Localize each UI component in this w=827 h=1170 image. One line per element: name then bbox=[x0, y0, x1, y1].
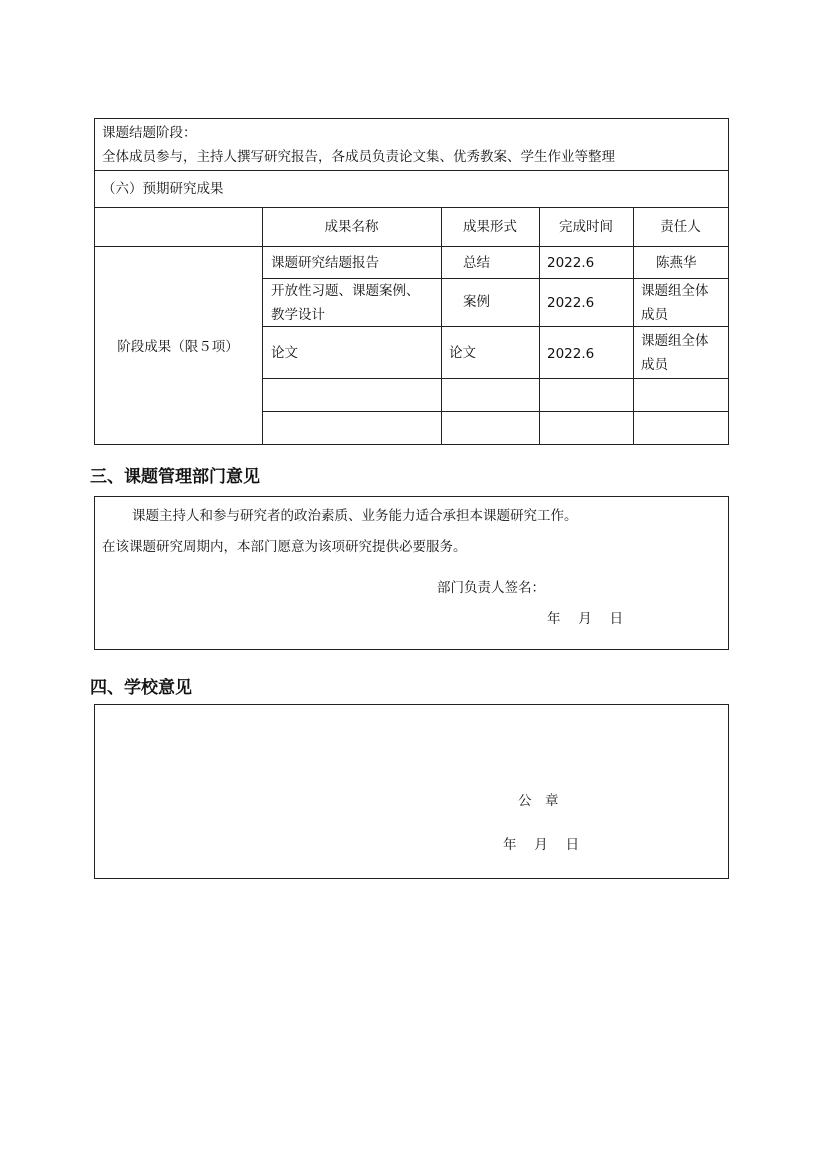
result-form-cell: 论文 bbox=[449, 345, 476, 361]
result-owner-cell-line1: 课题组全体 bbox=[641, 333, 709, 349]
management-opinion-line2: 在该课题研究周期内，本部门愿意为该项研究提供必要服务。 bbox=[102, 539, 467, 555]
date-field: 年 月 日 bbox=[547, 611, 624, 627]
result-time-cell: 2022.6 bbox=[547, 295, 595, 311]
result-time-cell: 2022.6 bbox=[547, 346, 595, 362]
signature-label: 部门负责人签名： bbox=[437, 580, 545, 596]
header-result-name: 成果名称 bbox=[324, 219, 379, 235]
result-name-cell-line1: 开放性习题、课题案例、 bbox=[271, 283, 420, 299]
conclusion-stage-label: 课题结题阶段： bbox=[102, 125, 197, 141]
expected-results-title: （六）预期研究成果 bbox=[102, 181, 224, 197]
result-name-cell: 论文 bbox=[271, 345, 298, 361]
management-opinion-line1: 课题主持人和参与研究者的政治素质、业务能力适合承担本课题研究工作。 bbox=[132, 508, 578, 524]
header-owner: 责任人 bbox=[660, 219, 701, 235]
stage-results-label: 阶段成果（限５项） bbox=[117, 339, 239, 355]
section4-heading: 四、学校意见 bbox=[90, 678, 192, 698]
result-form-cell: 案例 bbox=[463, 294, 490, 310]
header-completion-time: 完成时间 bbox=[559, 219, 613, 235]
school-opinion-box bbox=[94, 704, 729, 879]
result-name-cell-line2: 教学设计 bbox=[271, 307, 325, 323]
result-form-cell: 总结 bbox=[463, 255, 490, 271]
conclusion-stage-content: 全体成员参与，主持人撰写研究报告，各成员负责论文集、优秀教案、学生作业等整理 bbox=[102, 149, 615, 165]
section3-heading: 三、课题管理部门意见 bbox=[90, 467, 260, 487]
management-opinion-box bbox=[94, 496, 729, 650]
header-result-form: 成果形式 bbox=[463, 219, 517, 235]
result-time-cell: 2022.6 bbox=[547, 255, 595, 271]
result-name-cell: 课题研究结题报告 bbox=[271, 255, 379, 271]
result-owner-cell-line2: 成员 bbox=[641, 307, 668, 323]
result-owner-cell: 陈燕华 bbox=[656, 255, 697, 271]
result-owner-cell-line2: 成员 bbox=[641, 357, 668, 373]
date-field: 年 月 日 bbox=[503, 837, 580, 853]
official-seal-label: 公 章 bbox=[518, 793, 559, 809]
result-owner-cell-line1: 课题组全体 bbox=[641, 283, 709, 299]
